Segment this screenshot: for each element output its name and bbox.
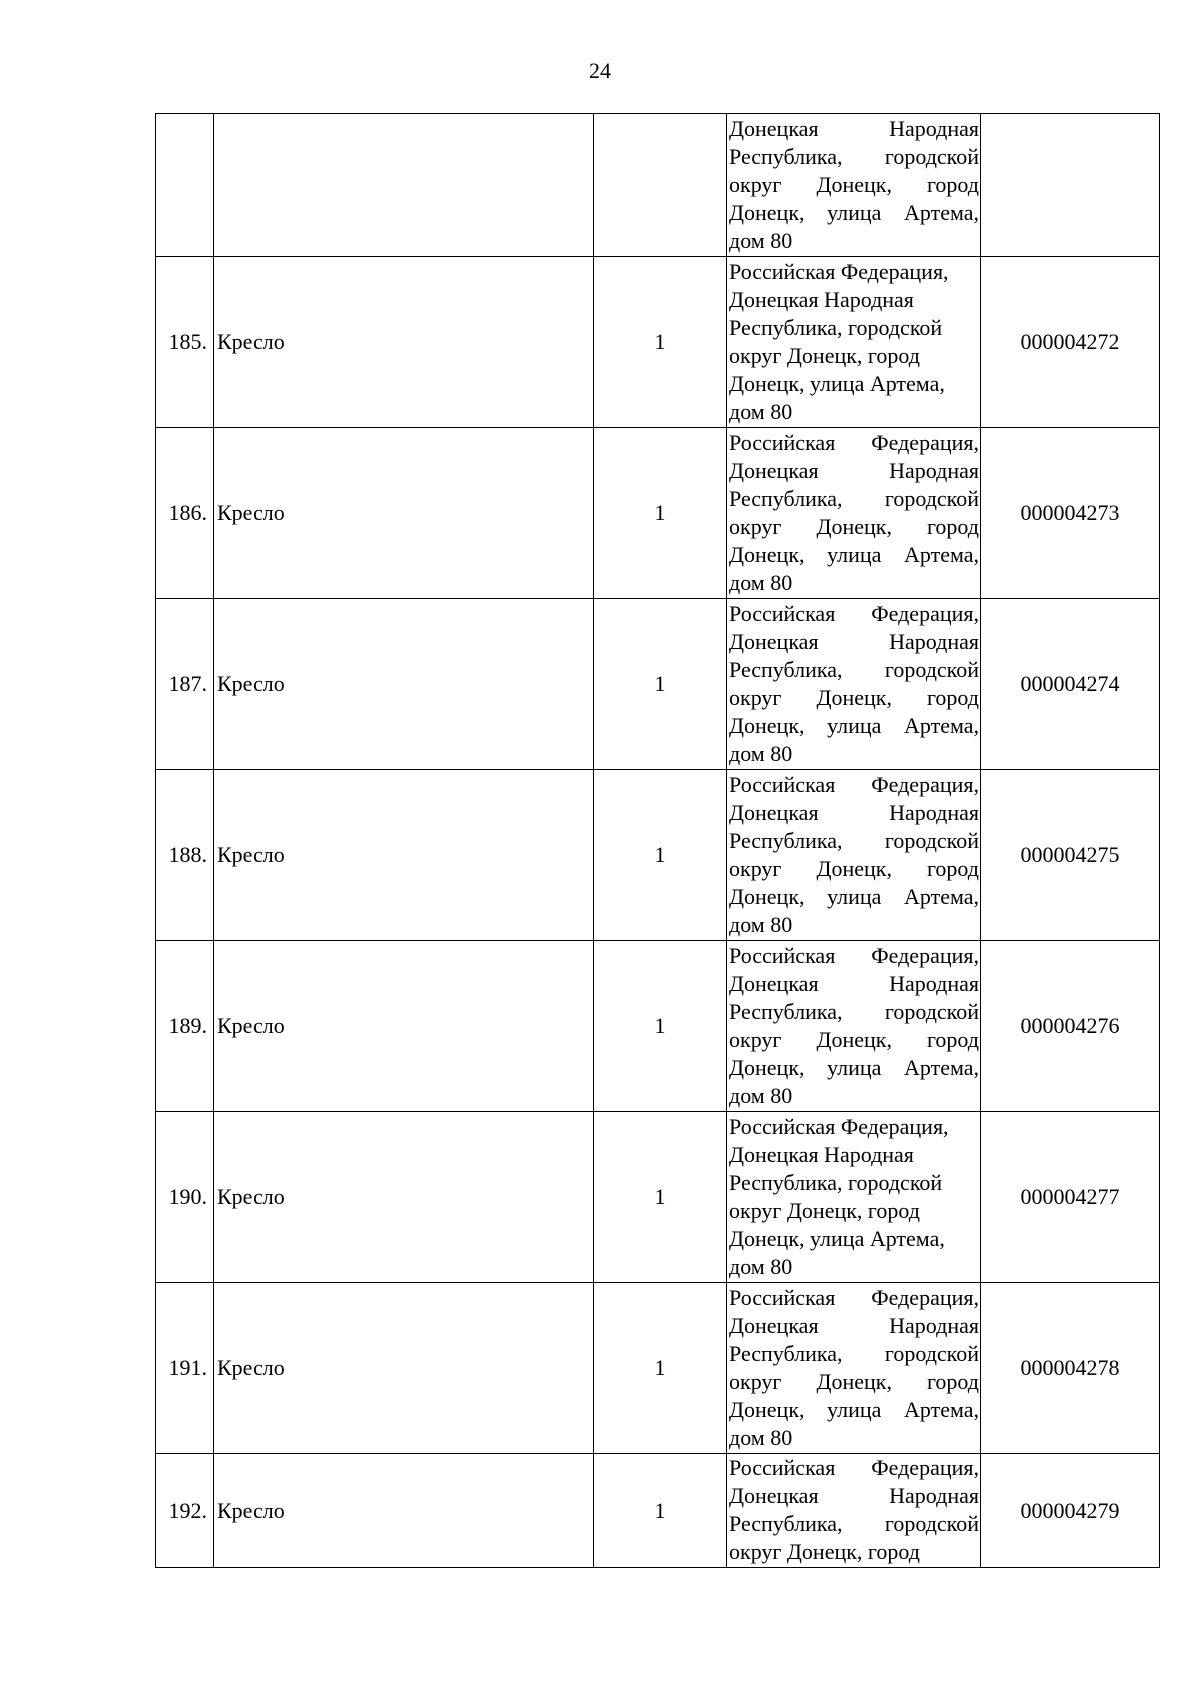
inventory-number: 000004277 [981,1112,1160,1283]
inventory-number: 000004274 [981,599,1160,770]
table-row [156,941,1160,1112]
inventory-number [981,114,1160,257]
item-name: Кресло [214,1112,594,1283]
inventory-number: 000004272 [981,257,1160,428]
page-number: 24 [589,58,611,83]
item-quantity: 1 [594,1454,727,1568]
row-number: 191. [156,1283,214,1454]
row-number: 186. [156,428,214,599]
item-name: Кресло [214,770,594,941]
row-number: 190. [156,1112,214,1283]
item-name: Кресло [214,1283,594,1454]
table-row [156,257,1160,428]
item-address: Российская Федерация, Донецкая Народная Республика, городской округ Донецк, город Донецк, улица Артема, дом 80 [727,428,981,599]
table-row [156,428,1160,599]
inventory-number: 000004273 [981,428,1160,599]
item-address: Российская Федерация, Донецкая Народная Республика, городской округ Донецк, город Донецк, улица Артема, дом 80 [727,599,981,770]
item-name: Кресло [214,428,594,599]
item-address: Российская Федерация, Донецкая Народная Республика, городской округ Донецк, город Донецк, улица Артема, дом 80 [727,1283,981,1454]
inventory-number: 000004279 [981,1454,1160,1568]
table-row [156,1454,1160,1568]
item-address: Донецкая Народная Республика, городской округ Донецк, город Донецк, улица Артема, дом 80 [727,114,981,257]
row-number: 188. [156,770,214,941]
item-quantity: 1 [594,1283,727,1454]
item-quantity: 1 [594,770,727,941]
item-quantity: 1 [594,428,727,599]
item-quantity: 1 [594,599,727,770]
item-name: Кресло [214,599,594,770]
item-address: Российская Федерация, Донецкая Народная Республика, городской округ Донецк, город [727,1454,981,1568]
table-row [156,770,1160,941]
item-address: Российская Федерация, Донецкая Народная Республика, городской округ Донецк, город Донецк, улица Артема, дом 80 [727,1112,981,1283]
inventory-table [155,113,1160,1568]
table-row [156,114,1160,257]
item-quantity [594,114,727,257]
item-quantity: 1 [594,257,727,428]
item-address: Российская Федерация, Донецкая Народная Республика, городской округ Донецк, город Донецк, улица Артема, дом 80 [727,941,981,1112]
row-number: 187. [156,599,214,770]
row-number: 185. [156,257,214,428]
row-number: 189. [156,941,214,1112]
item-name: Кресло [214,941,594,1112]
item-address: Российская Федерация, Донецкая Народная Республика, городской округ Донецк, город Донецк, улица Артема, дом 80 [727,770,981,941]
row-number: 192. [156,1454,214,1568]
table-row [156,1112,1160,1283]
inventory-number: 000004278 [981,1283,1160,1454]
item-quantity: 1 [594,1112,727,1283]
table-row [156,1283,1160,1454]
table-row [156,599,1160,770]
inventory-number: 000004275 [981,770,1160,941]
item-name: Кресло [214,1454,594,1568]
item-name [214,114,594,257]
item-quantity: 1 [594,941,727,1112]
inventory-number: 000004276 [981,941,1160,1112]
item-name: Кресло [214,257,594,428]
row-number [156,114,214,257]
item-address: Российская Федерация, Донецкая Народная Республика, городской округ Донецк, город Донецк, улица Артема, дом 80 [727,257,981,428]
